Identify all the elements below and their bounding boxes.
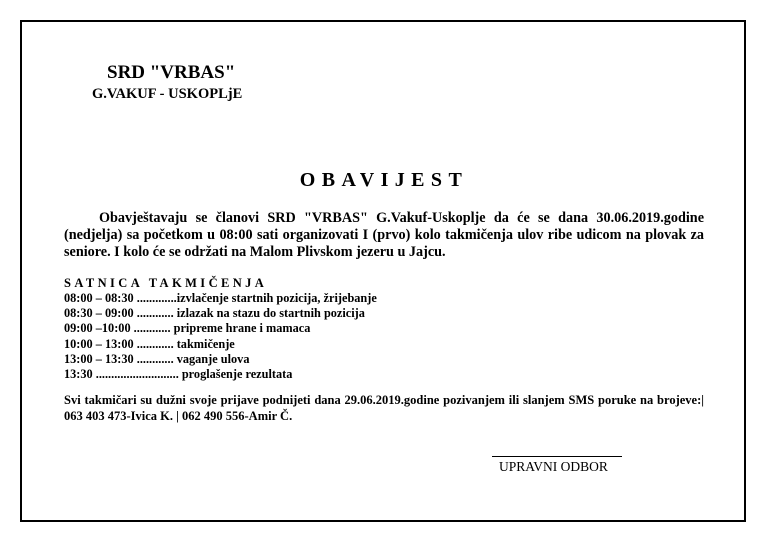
organization-location: G.VAKUF - USKOPLjE bbox=[92, 86, 243, 102]
notice-body-first-line: Obavještavaju se članovi SRD "VRBAS" G.Vakuf-Uskoplje da će se dana 30.06.2019.godine bbox=[99, 210, 704, 226]
signature-line bbox=[492, 456, 622, 457]
schedule-row: 10:00 – 13:00 ............ takmičenje bbox=[64, 336, 235, 351]
notice-body bbox=[64, 210, 704, 261]
signature-label: UPRAVNI ODBOR bbox=[499, 459, 608, 474]
schedule-row: 08:30 – 09:00 ............ izlazak na stazu do startnih pozicija bbox=[64, 306, 365, 321]
schedule-row: 08:00 – 08:30 .............izvlačenje startnih pozicija, žrijebanje bbox=[64, 291, 377, 305]
registration-note: Svi takmičari su dužni svoje prijave podnijeti dana 29.06.2019.godine pozivanjem ili slanjem SMS poruke na brojeve:| 063 403 473-Ivica K. | 062 490 556-Amir Č. bbox=[64, 393, 704, 423]
schedule-row: 13:00 – 13:30 ............ vaganje ulova bbox=[64, 351, 250, 366]
schedule-list bbox=[64, 291, 377, 382]
schedule-title: SATNICA TAKMIČENJA bbox=[64, 276, 268, 290]
notice-title: OBAVIJEST bbox=[299, 169, 469, 191]
schedule-row: 09:00 –10:00 ............ pripreme hrane i mamaca bbox=[64, 321, 311, 336]
schedule-row: 13:30 ........................... proglašenje rezultata bbox=[64, 367, 293, 382]
notice-body-rest: (nedjelja) sa početkom u 08:00 sati organizovati I (prvo) kolo takmičenja ulov ribe udicom na plovak za seniore. I kolo će se održati na Malom Plivskom jezeru u Jajcu. bbox=[64, 227, 704, 260]
organization-name: SRD "VRBAS" bbox=[107, 62, 236, 83]
